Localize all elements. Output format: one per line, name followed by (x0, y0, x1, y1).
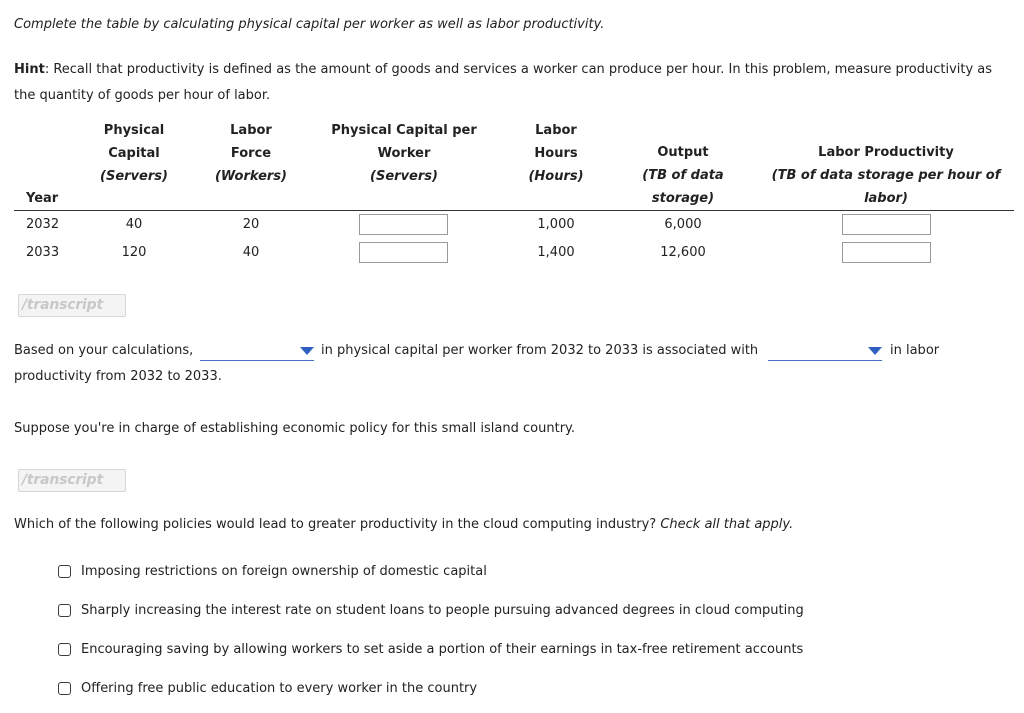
change-productivity-dropdown[interactable] (768, 344, 882, 361)
cell-labor-force: 20 (242, 217, 260, 232)
question-text (14, 517, 793, 532)
hint-text: : Recall that productivity is defined as the amount of goods and services a worker can produce per hour. In this problem, measure productivity as the quantity of goods per hour of labor. (14, 62, 993, 103)
header-unit: (TB of data (642, 168, 724, 183)
header-capital-per-worker (324, 119, 484, 188)
header-labor-force (200, 119, 302, 188)
option-label: Encouraging saving by allowing workers to set aside a portion of their earnings in tax-free retirement accounts (81, 642, 804, 657)
table-header-divider (14, 210, 1014, 211)
labor-productivity-input-2032[interactable] (842, 214, 931, 235)
capital-per-worker-input-2032[interactable] (359, 214, 448, 235)
header-labor-productivity (764, 141, 1008, 210)
cell-output: 12,600 (660, 245, 706, 260)
header-line: Capital (108, 146, 160, 161)
header-labor-hours (512, 119, 600, 188)
checkbox[interactable] (58, 565, 71, 578)
header-unit: labor) (864, 191, 908, 206)
option-label: Sharply increasing the interest rate on student loans to people pursuing advanced degrees in cloud computing (81, 603, 804, 618)
cell-physical-capital: 120 (121, 245, 147, 260)
header-output (630, 141, 736, 210)
header-physical-capital (84, 119, 184, 188)
option-label: Offering free public education to every worker in the country (81, 681, 478, 696)
cell-labor-hours: 1,400 (537, 245, 575, 260)
labor-productivity-input-2033[interactable] (842, 242, 931, 263)
cell-labor-force: 40 (242, 245, 260, 260)
header-line: Labor (230, 123, 272, 138)
checkbox[interactable] (58, 604, 71, 617)
checkbox[interactable] (58, 682, 71, 695)
cell-year: 2032 (26, 217, 60, 232)
sentence-part3: in labor (890, 343, 940, 358)
chevron-down-icon (868, 347, 882, 355)
cell-labor-hours: 1,000 (537, 217, 575, 232)
change-capital-dropdown[interactable] (200, 344, 314, 361)
question-emphasis: Check all that apply. (660, 517, 794, 532)
header-unit: (Servers) (100, 169, 168, 184)
header-line: Labor Productivity (818, 145, 954, 160)
header-unit: (Workers) (214, 169, 287, 184)
capital-per-worker-input-2033[interactable] (359, 242, 448, 263)
sentence-part1: Based on your calculations, (14, 343, 194, 358)
hint-label: Hint (14, 62, 45, 77)
header-line: Physical Capital per (331, 123, 477, 138)
header-unit: (Servers) (370, 169, 438, 184)
cell-physical-capital: 40 (125, 217, 143, 232)
transcript-button[interactable]: /transcript (18, 469, 126, 492)
header-unit: (TB of data storage per hour of (771, 168, 1001, 183)
header-line: Output (657, 145, 709, 160)
transcript-button[interactable]: /transcript (18, 294, 126, 317)
header-unit: (Hours) (528, 169, 584, 184)
scenario-text: Suppose you're in charge of establishing economic policy for this small island country. (14, 421, 576, 436)
checkbox[interactable] (58, 643, 71, 656)
header-line: Force (230, 146, 272, 161)
question-prompt: Which of the following policies would lead to greater productivity in the cloud computing industry? (14, 517, 657, 532)
chevron-down-icon (300, 347, 314, 355)
header-line: Hours (534, 146, 578, 161)
option-label: Imposing restrictions on foreign ownership of domestic capital (81, 564, 487, 579)
instruction-text: Complete the table by calculating physical capital per worker as well as labor productivity. (14, 17, 605, 32)
hint-paragraph (14, 57, 1014, 109)
header-year: Year (26, 191, 59, 206)
cell-output: 6,000 (664, 217, 702, 232)
header-line: Labor (535, 123, 577, 138)
header-line: Physical (103, 123, 165, 138)
sentence-part2: in physical capital per worker from 2032 to 2033 is associated with (321, 343, 759, 358)
header-unit: storage) (651, 191, 715, 206)
cell-year: 2033 (26, 245, 60, 260)
header-line: Worker (377, 146, 431, 161)
sentence-part4: productivity from 2032 to 2033. (14, 369, 222, 384)
